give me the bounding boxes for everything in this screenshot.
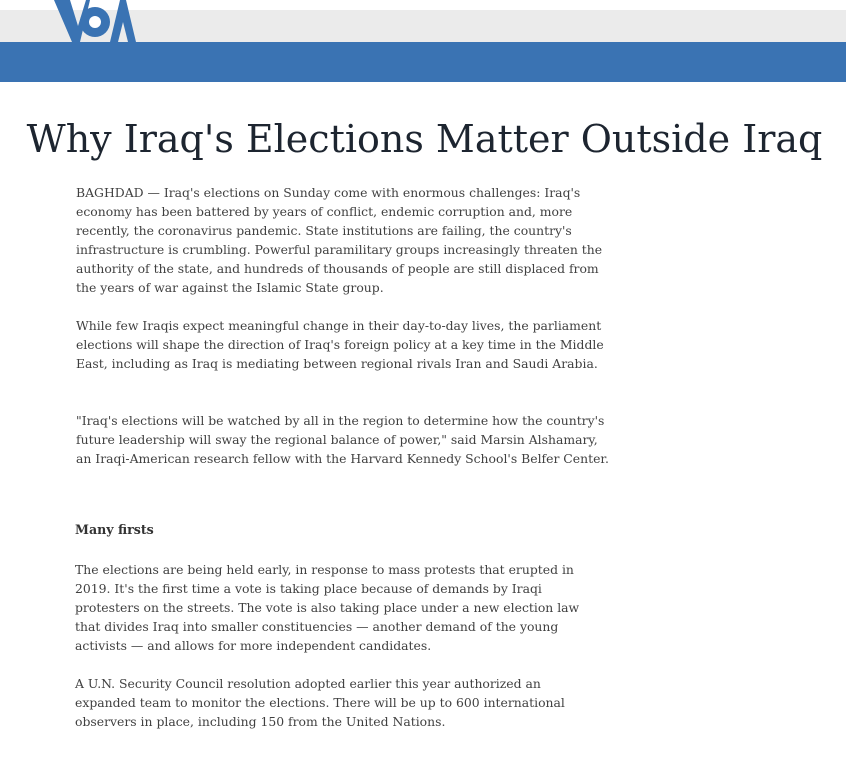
voa-logo[interactable] xyxy=(52,0,136,44)
article-paragraph: "Iraq's elections will be watched by all in the region to determine how the country's future leadership will sway the regional balance of power," said Marsin Alshamary, an Iraqi-American research fellow with the Harvard Kennedy School's Belfer Center. xyxy=(76,413,609,466)
voa-logo-icon xyxy=(52,0,136,44)
section-subheading: Many firsts xyxy=(75,522,154,537)
article-paragraph: The elections are being held early, in response to mass protests that erupted in 2019. It's the first time a vote is taking place because of demands by Iraqi protesters on the streets. The vote is also taking place under a new election law that divides Iraq into smaller constituencies — another demand of the young activists — and allows for more independent candidates. xyxy=(75,562,580,653)
article-paragraph: While few Iraqis expect meaningful change in their day-to-day lives, the parliament elections will shape the direction of Iraq's foreign policy at a key time in the Middle East, including as Iraq is mediating between regional rivals Iran and Saudi Arabia. xyxy=(76,318,604,371)
article-title: Why Iraq's Elections Matter Outside Iraq xyxy=(26,117,823,161)
article-paragraph: BAGHDAD — Iraq's elections on Sunday come with enormous challenges: Iraq's economy has been battered by years of conflict, endemic corruption and, more recently, the coronavirus pandemic. State institutions are failing, the country's infrastructure is crumbling. Powerful paramilitary groups increasingly threaten the authority of the state, and hundreds of thousands of people are still displaced from the years of war against the Islamic State group. xyxy=(76,185,603,295)
article-paragraph: A U.N. Security Council resolution adopted earlier this year authorized an expanded team to monitor the elections. There will be up to 600 international observers in place, including 150 from the United Nations. xyxy=(75,676,565,729)
brand-header-bar xyxy=(0,42,849,82)
